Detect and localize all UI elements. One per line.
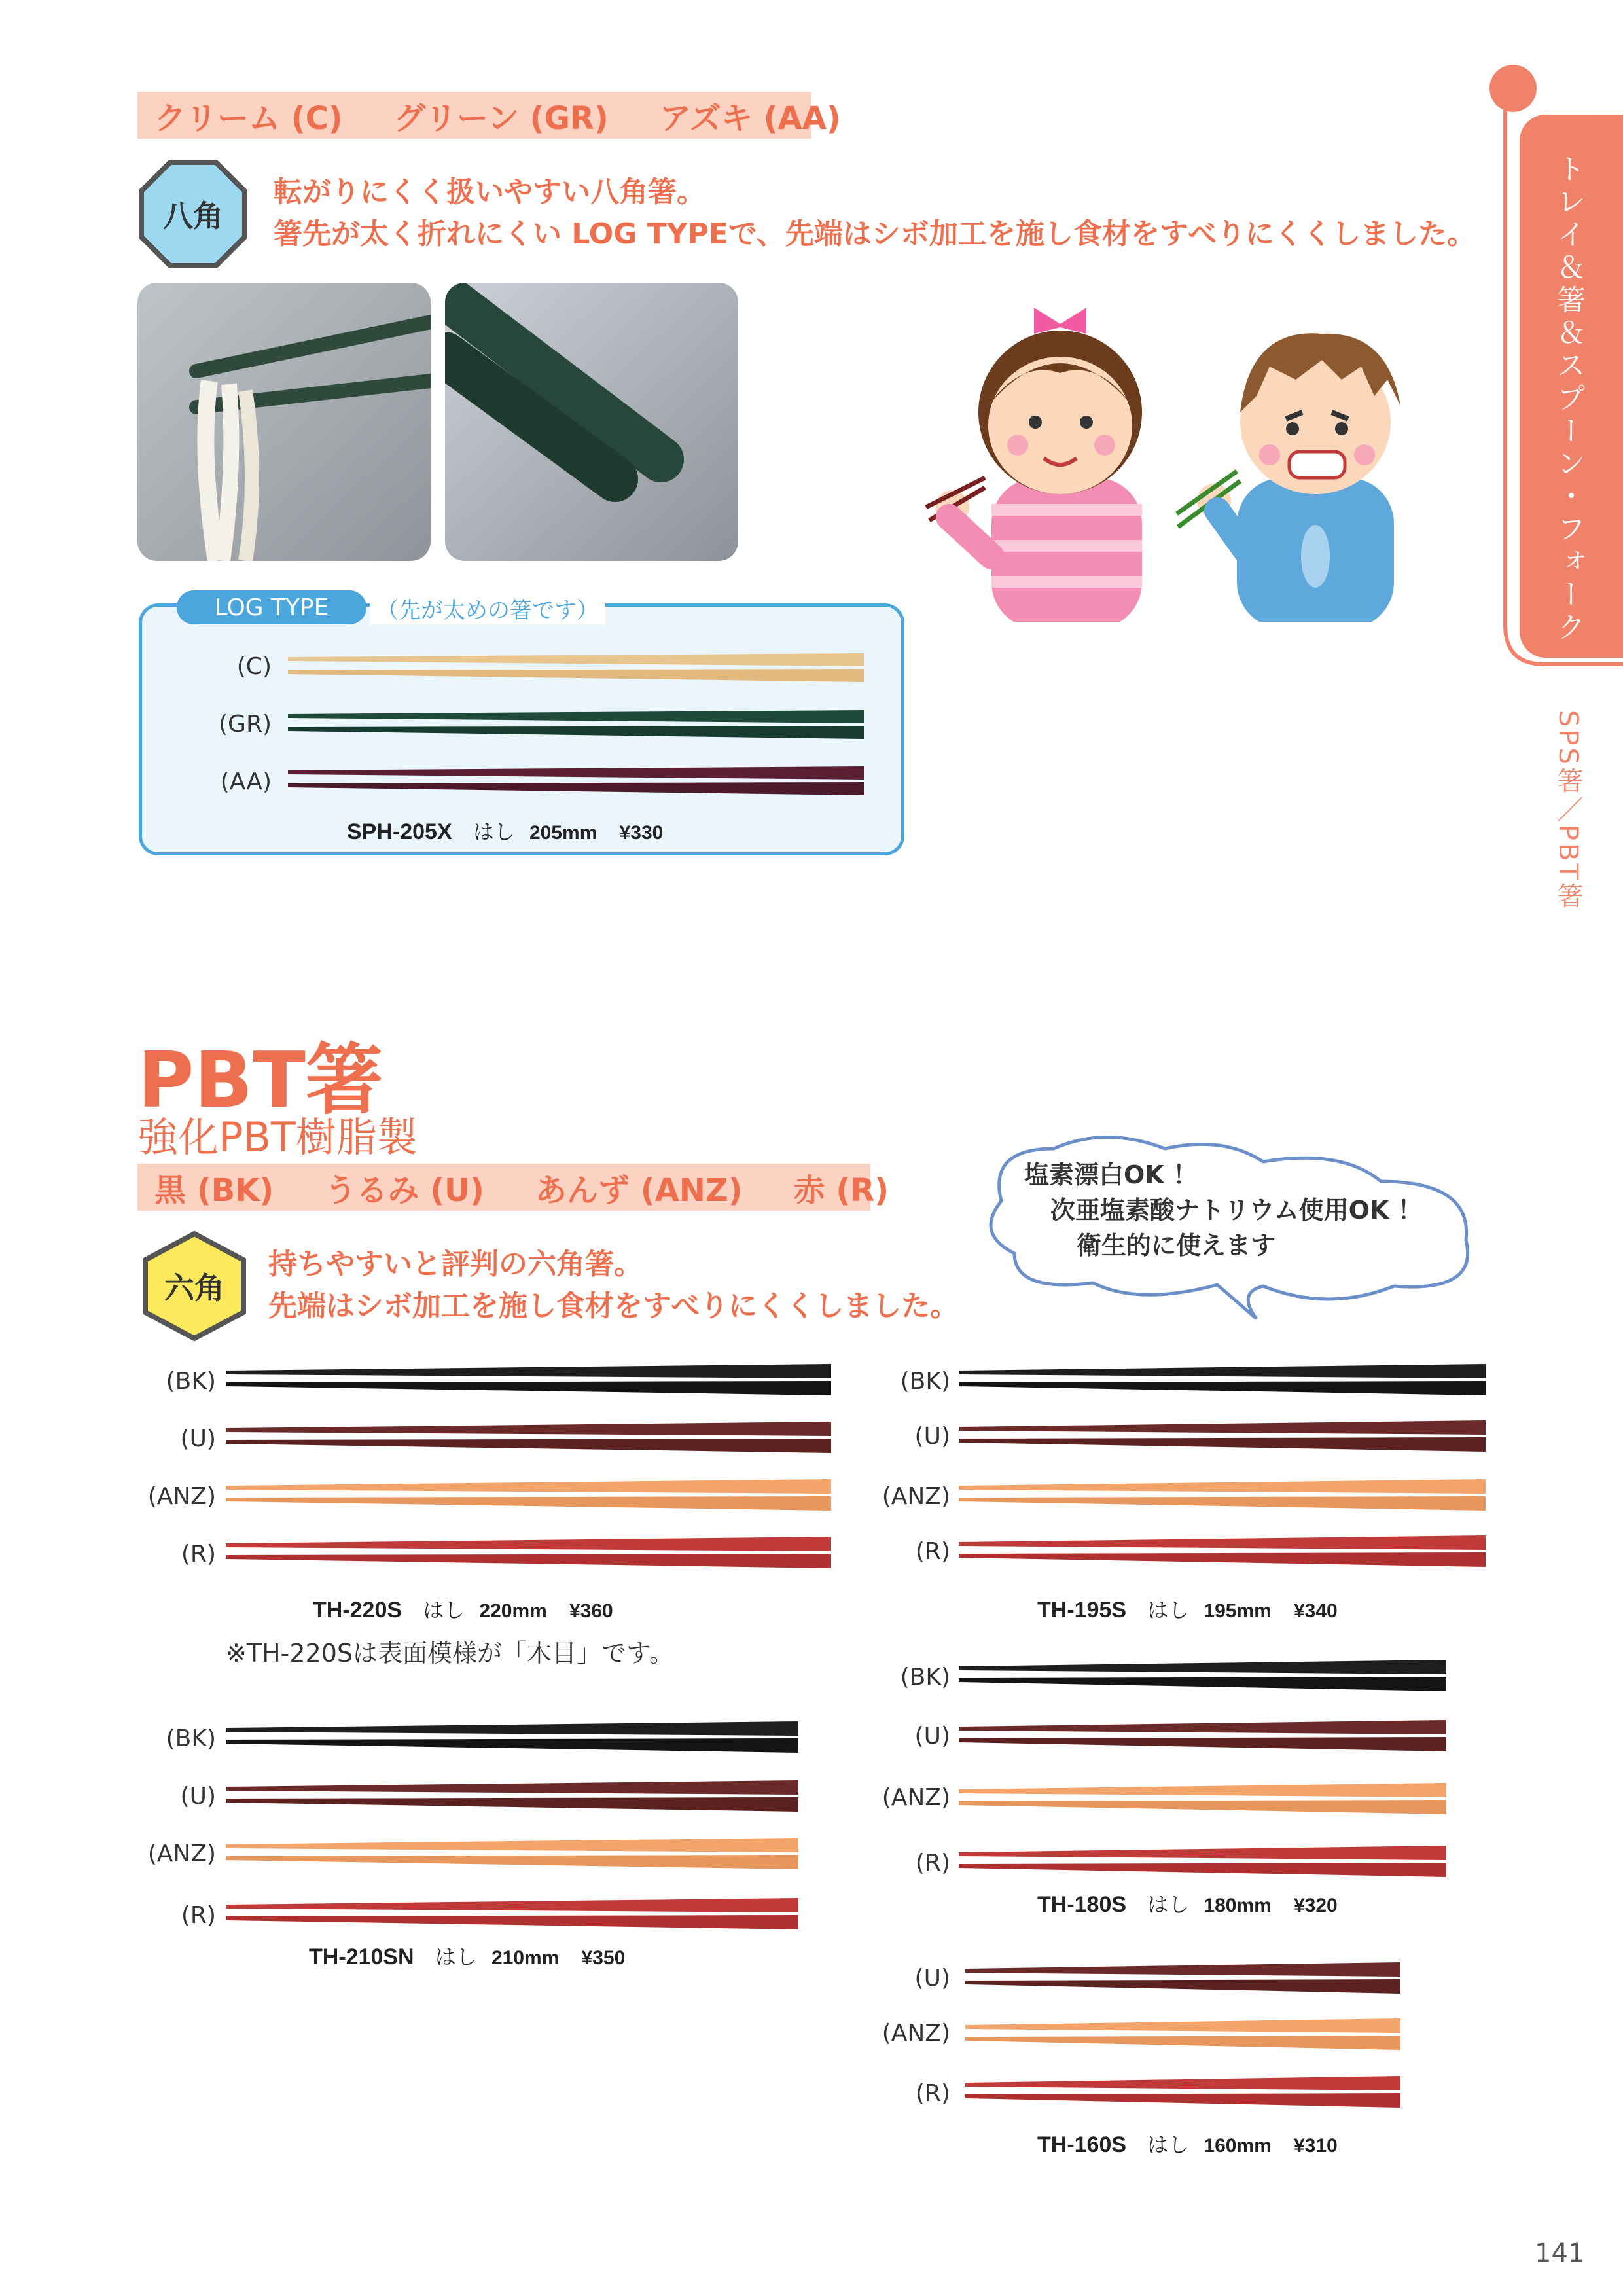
chopstick-pair-ANZ (955, 1475, 1492, 1515)
color-label: (R) (181, 1902, 216, 1929)
color-label: (BK) (166, 1725, 216, 1752)
product-price: ¥340 (1294, 1600, 1338, 1622)
chopstick-pair-R (955, 1532, 1492, 1571)
page-number: 141 (1535, 2238, 1585, 2269)
color-option: 赤 (R) (793, 1172, 889, 1209)
product-price: ¥330 (619, 822, 664, 844)
section1-description-line1: 転がりにくく扱いやすい八角箸。 (274, 175, 705, 209)
bubble-line1: 塩素漂白OK ！ (1024, 1160, 1198, 1189)
color-label: (BK) (166, 1368, 216, 1395)
color-label: (ANZ) (882, 2020, 950, 2047)
color-label: (BK) (900, 1664, 950, 1691)
chopstick-pair-R (223, 1894, 805, 1933)
chopstick-pair-U (223, 1418, 838, 1457)
color-label: (BK) (900, 1368, 950, 1395)
color-label: (U) (914, 1423, 950, 1450)
product-price: ¥320 (1294, 1895, 1338, 1916)
chopstick-pair-ANZ (223, 1834, 805, 1873)
chopstick-pair-R (955, 1842, 1453, 1881)
product-name: はし (435, 1945, 477, 1969)
color-option: うるみ (U) (325, 1172, 484, 1209)
chopstick-pair-AA (281, 761, 870, 800)
product-code: TH-195S (1037, 1598, 1127, 1623)
color-label: (ANZ) (147, 1483, 216, 1510)
section2-description-line1: 持ちやすいと評判の六角箸。 (268, 1247, 643, 1281)
chopstick-pair-R (962, 2072, 1407, 2111)
color-band-section1 (137, 92, 841, 139)
wood-grain-note: ※TH-220Sは表面模様が「木目」です。 (226, 1639, 674, 1668)
product-size: 220mm (479, 1600, 547, 1622)
product-code: TH-220S (313, 1598, 402, 1623)
product-price: ¥310 (1294, 2135, 1338, 2157)
product-price: ¥350 (581, 1947, 626, 1969)
product-code: TH-210SN (309, 1945, 414, 1969)
chopstick-pair-BK (223, 1360, 838, 1399)
color-label: (U) (914, 1723, 950, 1749)
product-code: TH-160S (1037, 2132, 1127, 2157)
product-size: 210mm (491, 1947, 560, 1969)
color-label: (ANZ) (147, 1840, 216, 1867)
sidebar-category: トレイ＆箸＆スプーン・フォーク (1552, 154, 1585, 645)
color-label: (U) (914, 1965, 950, 1992)
chopstick-pair-U (223, 1776, 805, 1816)
product-name: はし (1147, 1598, 1190, 1623)
color-option: クリーム (C) (154, 99, 343, 137)
chopstick-pair-ANZ (955, 1779, 1453, 1818)
sidebar-subcategory: SPS箸／PBT箸 (1553, 710, 1583, 911)
chopstick-pair-ANZ (223, 1475, 838, 1515)
chopstick-pair-U (962, 1958, 1407, 1998)
color-option: 黒 (BK) (154, 1172, 274, 1209)
color-option: グリーン (GR) (393, 99, 609, 137)
sidebar-tab (1487, 62, 1623, 684)
section2-description-line2: 先端はシボ加工を施し食材をすべりにくくしました。 (268, 1289, 959, 1323)
color-label: (R) (181, 1541, 216, 1568)
chopstick-pair-BK (955, 1656, 1453, 1695)
chopstick-pair-U (955, 1716, 1453, 1755)
color-label: (ANZ) (882, 1483, 950, 1510)
chopstick-tip-photo (445, 283, 738, 561)
color-label: (U) (180, 1783, 216, 1810)
color-label: (C) (236, 653, 272, 680)
color-label: (R) (915, 1538, 950, 1565)
bubble-line3: 衛生的に使えます (1077, 1231, 1276, 1260)
bubble-line2: 次亜塩素酸ナトリウム使用OK ！ (1050, 1196, 1423, 1225)
color-option: あんず (ANZ) (535, 1172, 743, 1209)
product-size: 195mm (1204, 1600, 1272, 1622)
badge-label: 八角 (163, 198, 223, 234)
product-size: 160mm (1204, 2135, 1272, 2157)
product-code: SPH-205X (347, 819, 452, 844)
chopstick-pair-C (281, 648, 870, 687)
chopstick-pair-GR (281, 705, 870, 744)
color-label: (GR) (219, 711, 272, 738)
product-caption-TH-180S (1037, 1888, 1338, 1918)
chopstick-pair-R (223, 1533, 838, 1572)
log-type-note: （先が太めの箸です） (370, 592, 605, 624)
color-label: (AA) (220, 768, 272, 795)
chopstick-pair-BK (223, 1717, 805, 1757)
product-caption-TH-195S (1037, 1594, 1338, 1624)
color-label: (R) (915, 2080, 950, 2107)
product-size: 205mm (529, 822, 597, 844)
product-size: 180mm (1204, 1895, 1272, 1916)
product-name: はし (1147, 2132, 1190, 2157)
hexagon-badge (139, 1230, 250, 1342)
section1-description-line2: 箸先が太く折れにくい LOG TYPEで、先端はシボ加工を施し食材をすべりにくくしました。 (274, 217, 1476, 251)
badge-label: 六角 (164, 1270, 224, 1306)
section-subtitle: 強化PBT樹脂製 (137, 1113, 418, 1161)
product-caption-TH-210SN (309, 1941, 625, 1971)
kids-illustration (864, 281, 1479, 622)
noodle-photo (137, 283, 431, 561)
log-type-tag: LOG TYPE (177, 590, 366, 624)
octagon-badge (137, 158, 249, 270)
product-caption-SPH-205X (347, 816, 663, 846)
product-code: TH-180S (1037, 1892, 1127, 1917)
product-price: ¥360 (569, 1600, 613, 1622)
color-label: (ANZ) (882, 1784, 950, 1811)
chopstick-pair-U (955, 1416, 1492, 1456)
product-name: はし (423, 1598, 465, 1623)
color-label: (U) (180, 1426, 216, 1452)
product-name: はし (473, 819, 515, 844)
section-title: PBT箸 (137, 1035, 383, 1125)
color-option: アズキ (AA) (659, 99, 841, 137)
product-caption-TH-160S (1037, 2128, 1338, 2159)
color-band-section2 (137, 1164, 889, 1211)
product-caption-TH-220S (313, 1594, 613, 1624)
color-label: (R) (915, 1850, 950, 1876)
chopstick-pair-BK (955, 1360, 1492, 1399)
product-name: はし (1147, 1892, 1190, 1917)
chopstick-pair-ANZ (962, 2015, 1407, 2054)
